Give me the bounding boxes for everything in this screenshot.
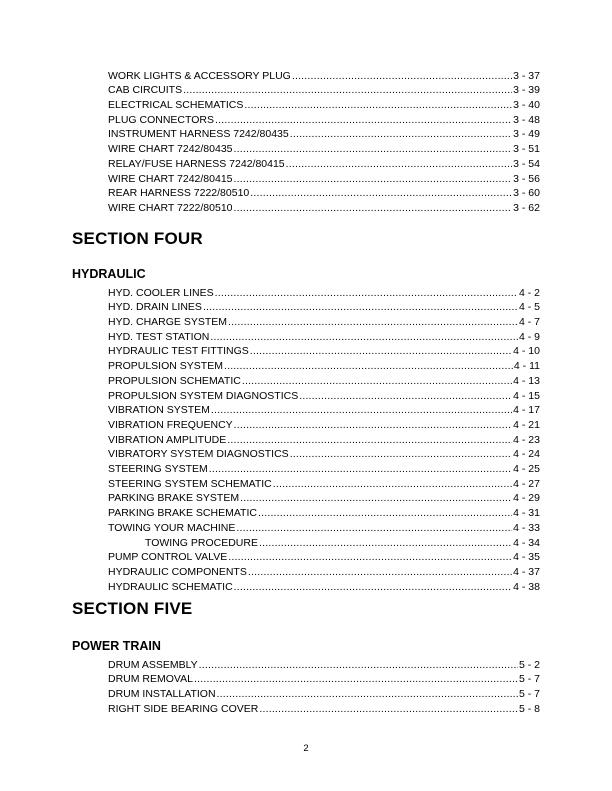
toc-entry xyxy=(108,416,540,431)
toc-entry xyxy=(108,460,540,475)
toc-entry xyxy=(108,519,540,534)
dot-leader xyxy=(292,70,512,82)
toc-entry xyxy=(108,111,540,126)
toc-entry-page: 4 - 9 xyxy=(518,330,540,343)
sub-heading: POWER TRAIN xyxy=(72,639,161,653)
dot-leader xyxy=(250,345,512,357)
toc-entry-page: 4 - 29 xyxy=(513,492,540,505)
dot-leader xyxy=(244,99,512,111)
toc-entry-page: 4 - 21 xyxy=(513,418,540,431)
toc-entry xyxy=(108,328,540,343)
dot-leader xyxy=(194,673,518,685)
toc-entry xyxy=(108,431,540,446)
toc-entry xyxy=(108,685,540,700)
toc-entry-page: 3 - 48 xyxy=(513,113,540,126)
toc-entry-title: PLUG CONNECTORS xyxy=(108,113,214,126)
toc-entry-title: RELAY/FUSE HARNESS 7242/80415 xyxy=(108,157,285,170)
page-number: 2 xyxy=(303,743,309,754)
dot-leader xyxy=(183,84,512,96)
toc-entry-title: STEERING SYSTEM xyxy=(108,463,208,476)
toc-entry-page: 4 - 11 xyxy=(513,360,540,373)
toc-entry xyxy=(108,67,540,82)
dot-leader xyxy=(234,581,512,593)
toc-entry-page: 4 - 13 xyxy=(513,374,540,387)
dot-leader xyxy=(234,202,513,214)
toc-entry-page: 4 - 5 xyxy=(518,301,540,314)
toc-entry-page: 3 - 62 xyxy=(513,201,540,214)
toc-entry xyxy=(108,126,540,141)
dot-leader xyxy=(224,360,513,372)
toc-entry xyxy=(108,155,540,170)
toc-entry xyxy=(108,170,540,185)
dot-leader xyxy=(199,659,518,671)
toc-entry-title: VIBRATION FREQUENCY xyxy=(108,418,233,431)
toc-entry xyxy=(108,358,540,373)
dot-leader xyxy=(290,448,512,460)
dot-leader xyxy=(259,537,512,549)
toc-entry xyxy=(108,299,540,314)
dot-leader xyxy=(215,287,518,299)
dot-leader xyxy=(228,551,512,563)
toc-entry xyxy=(108,402,540,417)
dot-leader xyxy=(203,301,518,313)
dot-leader xyxy=(250,187,512,199)
dot-leader xyxy=(259,703,518,715)
dot-leader xyxy=(299,390,512,402)
dot-leader xyxy=(242,375,512,387)
toc-entry-title: PARKING BRAKE SCHEMATIC xyxy=(108,507,257,520)
toc-entry xyxy=(108,505,540,520)
toc-entry-title: PROPULSION SCHEMATIC xyxy=(108,374,241,387)
dot-leader xyxy=(210,331,518,343)
dot-leader xyxy=(227,434,512,446)
toc-entry-page: 4 - 2 xyxy=(518,286,540,299)
toc-entry-title: VIBRATORY SYSTEM DIAGNOSTICS xyxy=(108,448,289,461)
dot-leader xyxy=(217,688,518,700)
toc-entry-page: 4 - 38 xyxy=(513,580,540,593)
dot-leader xyxy=(228,316,518,328)
toc-entry xyxy=(108,343,540,358)
toc-entry-page: 4 - 23 xyxy=(513,433,540,446)
toc-entry-page: 5 - 7 xyxy=(518,673,540,686)
toc-entry-title: INSTRUMENT HARNESS 7242/80435 xyxy=(108,128,289,141)
toc-entry-page: 4 - 37 xyxy=(513,565,540,578)
toc-entry-title: PUMP CONTROL VALVE xyxy=(108,551,228,564)
dot-leader xyxy=(209,463,512,475)
toc-entry xyxy=(108,475,540,490)
toc-entry-title: HYD. CHARGE SYSTEM xyxy=(108,316,228,329)
toc-entry-page: 4 - 25 xyxy=(513,463,540,476)
toc-entry-title: RIGHT SIDE BEARING COVER xyxy=(108,702,259,715)
toc-entry-page: 4 - 7 xyxy=(518,316,540,329)
toc-entry-page: 4 - 33 xyxy=(513,521,540,534)
dot-leader xyxy=(234,173,513,185)
toc-entry-title: HYD. DRAIN LINES xyxy=(108,301,202,314)
toc-entry-title: WORK LIGHTS & ACCESSORY PLUG xyxy=(108,69,291,82)
dot-leader xyxy=(240,492,512,504)
toc-entry-title: DRUM ASSEMBLY xyxy=(108,658,198,671)
toc-entry xyxy=(108,185,540,200)
toc-entry xyxy=(108,284,540,299)
toc-entry-page: 4 - 10 xyxy=(513,345,540,358)
toc-entry-page: 3 - 49 xyxy=(513,128,540,141)
toc-entry xyxy=(108,671,540,686)
toc-entry-page: 4 - 35 xyxy=(513,551,540,564)
toc-entry-page: 4 - 24 xyxy=(513,448,540,461)
toc-entry xyxy=(108,549,540,564)
toc-entry-title: WIRE CHART 7222/80510 xyxy=(108,201,233,214)
toc-entry xyxy=(108,446,540,461)
dot-leader xyxy=(286,158,512,170)
toc-entry-page: 5 - 2 xyxy=(518,658,540,671)
toc-entry-title: VIBRATION SYSTEM xyxy=(108,404,210,417)
section-heading: SECTION FOUR xyxy=(72,229,203,248)
toc-entry-title: HYD. COOLER LINES xyxy=(108,286,214,299)
toc-entry-page: 3 - 40 xyxy=(513,99,540,112)
toc-entry-title: HYDRAULIC TEST FITTINGS xyxy=(108,345,249,358)
toc-entry xyxy=(108,82,540,97)
toc-entry-page: 4 - 31 xyxy=(513,507,540,520)
section-heading: SECTION FIVE xyxy=(72,599,193,618)
toc-entry-page: 3 - 54 xyxy=(513,157,540,170)
toc-entry-page: 4 - 15 xyxy=(513,389,540,402)
toc-entry xyxy=(108,656,540,671)
toc-entry-page: 5 - 7 xyxy=(518,688,540,701)
toc-entry-page: 3 - 56 xyxy=(513,172,540,185)
toc-entry-page: 3 - 51 xyxy=(513,143,540,156)
toc-entry xyxy=(108,578,540,593)
toc-entry xyxy=(108,313,540,328)
toc-entry-title: PROPULSION SYSTEM DIAGNOSTICS xyxy=(108,389,299,402)
toc-entry-title: DRUM INSTALLATION xyxy=(108,688,216,701)
toc-entry-title: HYDRAULIC COMPONENTS xyxy=(108,565,247,578)
toc-entry-title: STEERING SYSTEM SCHEMATIC xyxy=(108,477,272,490)
toc-entry-title: DRUM REMOVAL xyxy=(108,673,193,686)
toc-entry-page: 5 - 8 xyxy=(518,702,540,715)
toc-entry-page: 3 - 60 xyxy=(513,187,540,200)
toc-entry xyxy=(108,563,540,578)
toc-entry-title: WIRE CHART 7242/80435 xyxy=(108,143,233,156)
toc-entry-title: WIRE CHART 7242/80415 xyxy=(108,172,233,185)
dot-leader xyxy=(211,404,512,416)
toc-entry-title: PARKING BRAKE SYSTEM xyxy=(108,492,240,505)
dot-leader xyxy=(234,143,513,155)
toc-entry xyxy=(108,700,540,715)
toc-entry-page: 3 - 39 xyxy=(513,84,540,97)
toc-entry-title: TOWING YOUR MACHINE xyxy=(108,521,236,534)
toc-entry-title: ELECTRICAL SCHEMATICS xyxy=(108,99,244,112)
toc-entry-title: CAB CIRCUITS xyxy=(108,84,183,97)
toc-entry-title: REAR HARNESS 7222/80510 xyxy=(108,187,250,200)
toc-entry xyxy=(108,96,540,111)
toc-entry-title: PROPULSION SYSTEM xyxy=(108,360,223,373)
dot-leader xyxy=(248,566,512,578)
toc-entry xyxy=(108,490,540,505)
toc-entry-title: HYD. TEST STATION xyxy=(108,330,210,343)
dot-leader xyxy=(215,114,512,126)
toc-entry xyxy=(108,141,540,156)
toc-entry xyxy=(108,372,540,387)
toc-entry-page: 4 - 27 xyxy=(513,477,540,490)
toc-entry-title: VIBRATION AMPLITUDE xyxy=(108,433,227,446)
toc-entry-page: 3 - 37 xyxy=(513,69,540,82)
sub-heading: HYDRAULIC xyxy=(72,267,146,281)
dot-leader xyxy=(236,522,512,534)
toc-entry-title: HYDRAULIC SCHEMATIC xyxy=(108,580,233,593)
toc-entry-page: 4 - 17 xyxy=(513,404,540,417)
dot-leader xyxy=(234,419,512,431)
toc-entry xyxy=(108,199,540,214)
toc-entry xyxy=(108,387,540,402)
toc-subentry xyxy=(145,534,540,549)
dot-leader xyxy=(258,507,512,519)
toc-entry-title: TOWING PROCEDURE xyxy=(145,536,258,549)
dot-leader xyxy=(290,128,512,140)
toc-entry-page: 4 - 34 xyxy=(513,536,540,549)
dot-leader xyxy=(273,478,512,490)
